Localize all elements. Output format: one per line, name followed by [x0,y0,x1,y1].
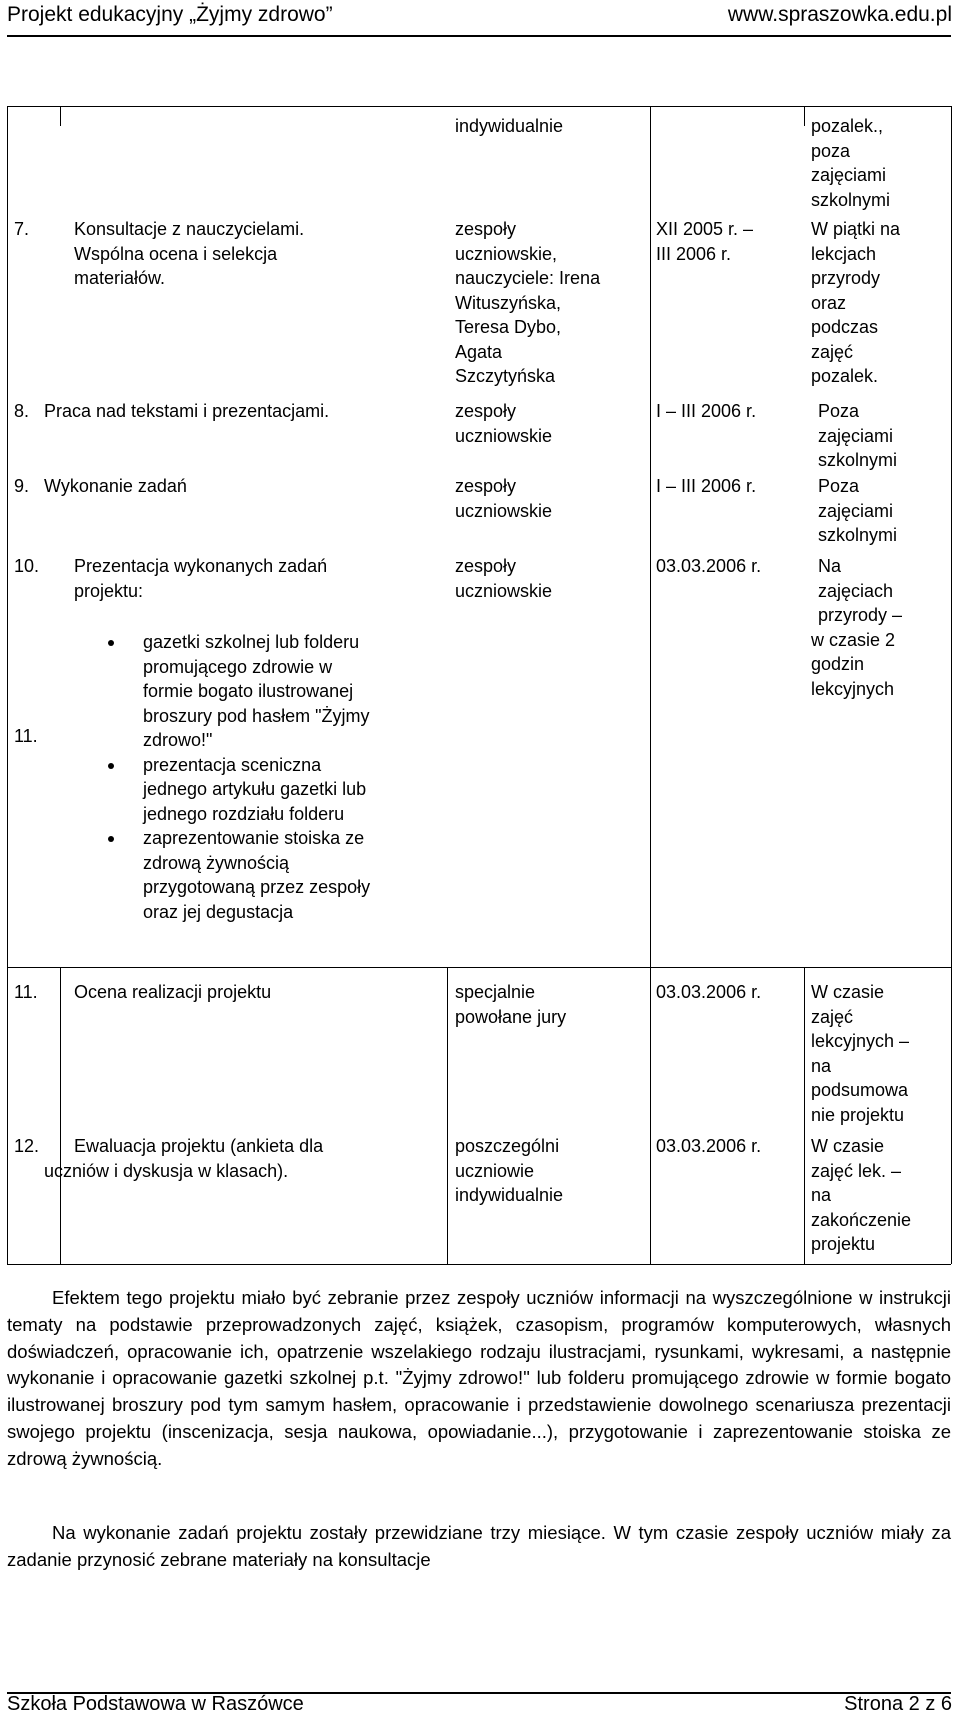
table-cell-who: zespoły uczniowskie [455,401,553,446]
table-cell-num: 12. [14,1136,40,1156]
table-cell-num: 11. [14,982,38,1002]
table-cell-task: Ewaluacja projektu (ankieta dla uczniów i dyskusja w klasach). [44,1136,324,1181]
table-cell-date: 03.03.2006 r. [656,1136,762,1156]
table-cell-notes: Poza zajęciami szkolnymi [818,476,898,545]
table-border-left [7,106,8,1264]
table-cell-bullets [143,630,443,924]
header-title: Projekt edukacyjny „Żyjmy zdrowo” [7,3,333,26]
table-col-line [60,106,61,126]
table-cell-task: Ocena realizacji projektu [74,982,272,1002]
footer-school: Szkoła Podstawowa w Raszówce [7,1693,304,1715]
list-item: gazetki szkolnej lub folderu promującego zdrowie w formie bogato ilustrowanej broszury pod hasłem "Żyjmy zdrowo!" [143,630,443,753]
list-item: zaprezentowanie stoiska ze zdrową żywnością przygotowaną przez zespoły oraz jej degustacja [143,826,443,924]
table-border-bottom [7,1264,951,1265]
body-paragraph: Efektem tego projektu miało być zebranie przez zespoły uczniów informacji na wyszczególnione w instrukcji tematy na podstawie przeprowadzonych zajęć, książek, czasopism, programów komputerowych, własnych doświadczeń, opracowanie ich, opatrzenie wszelakiego rodzaju ilustracjami, rysunkami, wykresami, a następnie wykonanie i opracowanie gazetki szkolnej p.t. "Żyjmy zdrowo!" lub folderu promującego zdrowie w formie bogato ilustrowanej broszury pod tym samym hasłem, opracowanie i przedstawienie dowolnego scenariusza prezentacji swojego projektu (inscenizacja, sesja naukowa, opowiadanie...), przygotowanie i zaprezentowanie stoiska ze zdrową żywnością. [7,1287,951,1469]
table-cell-date: 03.03.2006 r. [656,982,762,1002]
table-cell-task: Praca nad tekstami i prezentacjami. [44,401,330,421]
table-border-right [951,106,952,1264]
table-cell-task: Konsultacje z nauczycielami. Wspólna ocena i selekcja materiałów. [74,219,305,288]
table-cell-who: poszczególni uczniowie indywidualnie [455,1136,564,1205]
table-col-line [804,967,805,1264]
table-col-line [650,106,651,1264]
table-cell-date: I – III 2006 r. [656,401,757,421]
table-cell-num: 8. [14,401,30,421]
table-cell-task: Prezentacja wykonanych zadań projektu: [74,556,328,601]
table-cell-task: Wykonanie zadań [44,476,187,496]
footer-page-number: Strona 2 z 6 [844,1693,952,1715]
table-cell-notes: W piątki na lekcjach przyrody oraz podczas zajęć pozalek. [811,219,901,386]
table-cell-notes: W czasie zajęć lek. – na zakończenie projektu [811,1136,912,1254]
table-cell-who: specjalnie powołane jury [455,982,567,1027]
table-cell-who: indywidualnie [455,116,564,136]
table-cell-date: I – III 2006 r. [656,476,757,496]
table-cell-notes: Na zajęciach przyrody – w czasie 2 godzin lekcyjnych [811,556,903,699]
table-cell-notes: pozalek., poza zajęciami szkolnymi [811,116,891,210]
bullet-list [143,630,443,924]
table-cell-notes: Poza zajęciami szkolnymi [818,401,898,470]
table-cell-num: 9. [14,476,30,496]
table-cell-num-secondary: 11. [14,726,38,746]
table-border-top [7,106,951,107]
table-cell-num: 7. [14,219,30,239]
header-divider [7,35,951,37]
list-item: prezentacja sceniczna jednego artykułu gazetki lub jednego rozdziału folderu [143,753,443,827]
table-cell-who: zespoły uczniowskie [455,556,553,601]
table-col-line [60,967,61,1264]
table-cell-notes: W czasie zajęć lekcyjnych – na podsumowa nie projektu [811,982,910,1125]
table-col-line [447,967,448,1264]
table-cell-date: 03.03.2006 r. [656,556,762,576]
table-cell-who: zespoły uczniowskie, nauczyciele: Irena Wituszyńska, Teresa Dybo, Agata Szczytyńska [455,219,601,386]
table-cell-who: zespoły uczniowskie [455,476,553,521]
body-paragraph: Na wykonanie zadań projektu zostały przewidziane trzy miesiące. W tym czasie zespoły uczniów miały za zadanie przynosić zebrane materiały na konsultacje [7,1522,951,1570]
header-url: www.spraszowka.edu.pl [727,3,952,26]
table-cell-num: 10. [14,556,40,576]
table-cell-date: XII 2005 r. – III 2006 r. [656,219,754,264]
table-row-line [7,967,951,968]
table-col-line [804,106,805,126]
